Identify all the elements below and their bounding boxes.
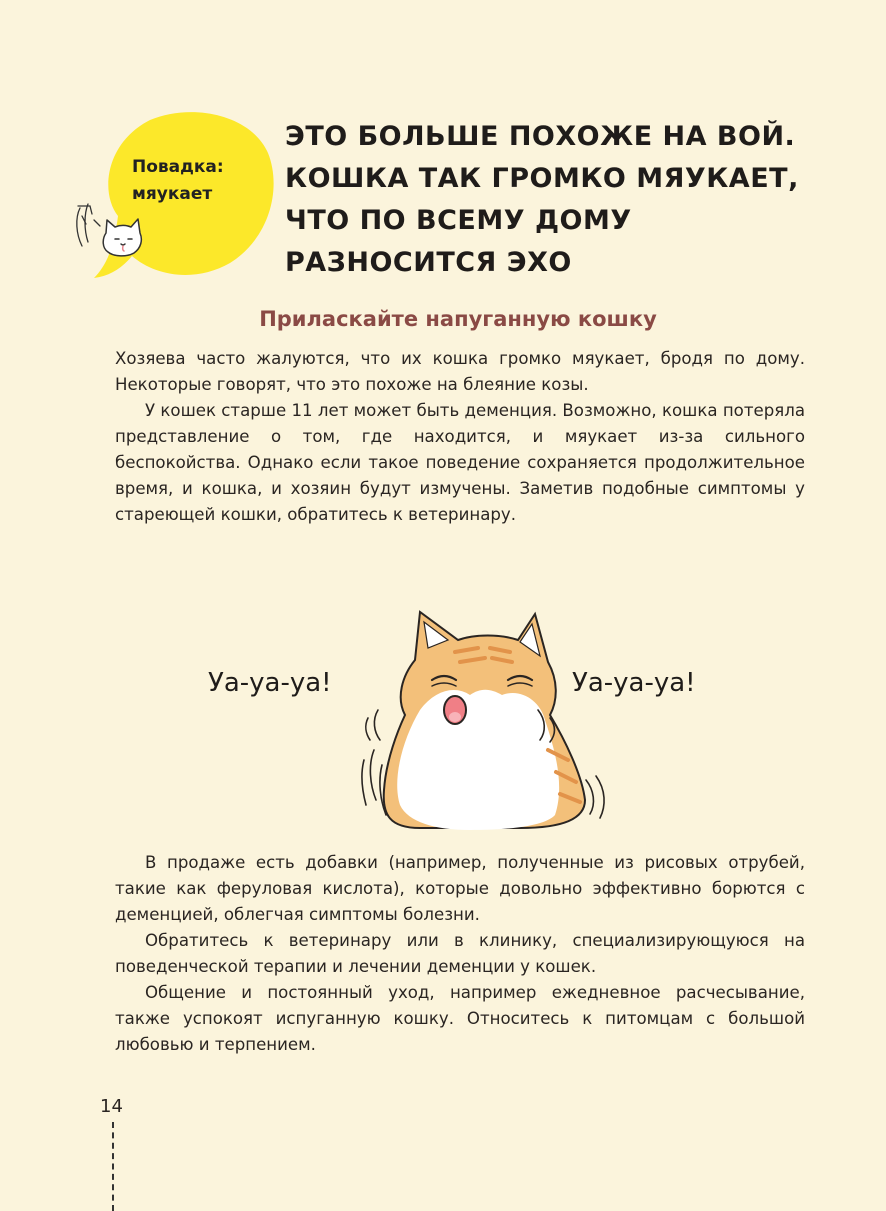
body-text-bottom xyxy=(115,850,805,1058)
section-subtitle: Приласкайте напуганную кошку xyxy=(259,307,657,331)
headline-line: КОШКА ТАК ГРОМКО МЯУКАЕТ, xyxy=(285,163,799,194)
paragraph: В продаже есть добавки (например, полученные из рисовых отрубей, такие как феруловая кислота), которые довольно эффективно борются с деменцией, облегчая симптомы болезни. xyxy=(115,853,805,924)
headline-line: РАЗНОСИТСЯ ЭХО xyxy=(285,247,572,278)
badge-line-2: мяукает xyxy=(132,184,213,204)
meow-text-right: Уа-уа-уа! xyxy=(572,668,696,698)
headline-line: ЧТО ПО ВСЕМУ ДОМУ xyxy=(285,205,632,236)
meow-text-left: Уа-уа-уа! xyxy=(208,668,332,698)
body-text-top xyxy=(115,346,805,528)
paragraph: У кошек старше 11 лет может быть деменция. Возможно, кошка потеряла представление о том, где находится, и мяукает из-за сильного беспокойства. Однако если такое поведение сохраняется продолжительное время, и кошка, и хозяин будут измучены. Заметив подобные симптомы у стареющей кошки, обратитесь к ветеринару. xyxy=(115,401,805,524)
badge-label xyxy=(132,154,252,208)
paragraph: Общение и постоянный уход, например ежедневное расчесывание, также успокоят испуганную кошку. Относитесь к питомцам с большой любовью и терпением. xyxy=(115,983,805,1054)
habit-badge xyxy=(70,108,280,283)
dotted-margin-line xyxy=(112,1122,114,1211)
badge-line-1: Повадка: xyxy=(132,157,224,177)
meowing-cat-illustration xyxy=(360,600,620,835)
page-headline xyxy=(285,116,845,284)
paragraph: Обратитесь к ветеринару или в клинику, специализирующуюся на поведенческой терапии и лечении деменции у кошек. xyxy=(115,931,805,976)
paragraph: Хозяева часто жалуются, что их кошка громко мяукает, бродя по дому. Некоторые говорят, что это похоже на блеяние козы. xyxy=(115,349,805,394)
headline-line: ЭТО БОЛЬШЕ ПОХОЖЕ НА ВОЙ. xyxy=(285,121,796,152)
page-number: 14 xyxy=(100,1096,123,1117)
